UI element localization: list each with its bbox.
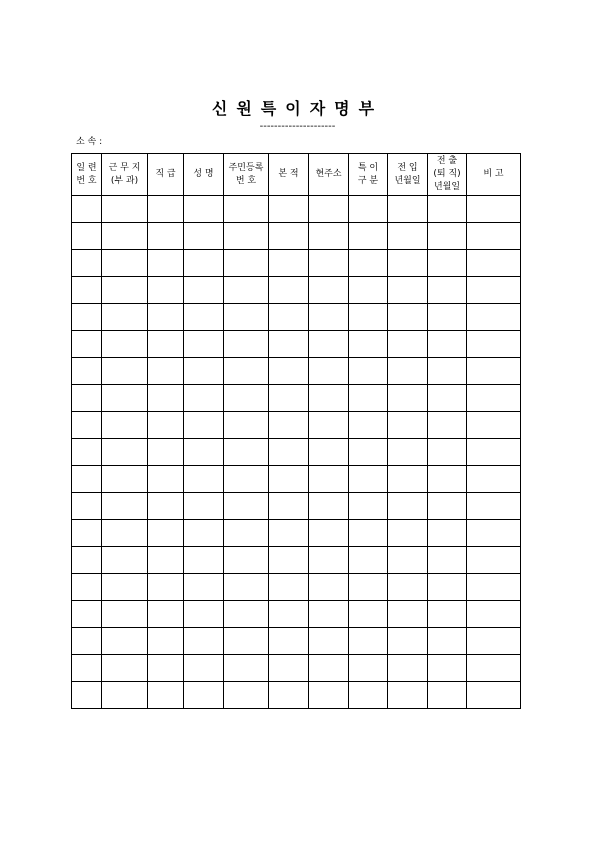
table-cell[interactable] (269, 385, 309, 412)
table-cell[interactable] (349, 520, 388, 547)
table-cell[interactable] (309, 682, 349, 709)
table-cell[interactable] (148, 250, 184, 277)
table-cell[interactable] (148, 304, 184, 331)
table-cell[interactable] (467, 682, 521, 709)
table-cell[interactable] (349, 304, 388, 331)
table-cell[interactable] (72, 547, 102, 574)
table-cell[interactable] (388, 250, 428, 277)
table-cell[interactable] (224, 412, 269, 439)
table-cell[interactable] (309, 520, 349, 547)
table-cell[interactable] (102, 223, 148, 250)
table-cell[interactable] (184, 250, 224, 277)
table-cell[interactable] (102, 493, 148, 520)
table-cell[interactable] (388, 574, 428, 601)
table-cell[interactable] (388, 331, 428, 358)
header-resident-number-line1: 주민등록 (228, 162, 264, 173)
table-row (72, 331, 521, 358)
table-cell[interactable] (309, 250, 349, 277)
header-registered-domicile (269, 154, 309, 196)
table-cell[interactable] (102, 385, 148, 412)
table-cell[interactable] (224, 277, 269, 304)
table-cell[interactable] (224, 439, 269, 466)
table-cell[interactable] (184, 439, 224, 466)
table-cell[interactable] (224, 466, 269, 493)
table-cell[interactable] (72, 493, 102, 520)
table-cell[interactable] (269, 493, 309, 520)
table-cell[interactable] (148, 439, 184, 466)
table-cell[interactable] (388, 277, 428, 304)
table-cell[interactable] (72, 574, 102, 601)
header-special-category-line2: 구 분 (357, 175, 379, 186)
roster-body (72, 196, 521, 709)
table-cell[interactable] (148, 412, 184, 439)
table-cell[interactable] (224, 520, 269, 547)
table-cell[interactable] (184, 196, 224, 223)
table-cell[interactable] (184, 520, 224, 547)
table-cell[interactable] (269, 331, 309, 358)
table-cell[interactable] (269, 655, 309, 682)
table-cell[interactable] (388, 601, 428, 628)
table-cell[interactable] (428, 250, 467, 277)
table-row (72, 304, 521, 331)
table-cell[interactable] (72, 439, 102, 466)
table-cell[interactable] (102, 655, 148, 682)
table-cell[interactable] (349, 358, 388, 385)
table-cell[interactable] (388, 655, 428, 682)
table-cell[interactable] (349, 439, 388, 466)
table-cell[interactable] (467, 196, 521, 223)
table-cell[interactable] (102, 601, 148, 628)
table-cell[interactable] (184, 277, 224, 304)
table-cell[interactable] (349, 682, 388, 709)
table-cell[interactable] (467, 223, 521, 250)
table-cell[interactable] (428, 601, 467, 628)
table-cell[interactable] (349, 196, 388, 223)
table-cell[interactable] (269, 250, 309, 277)
table-cell[interactable] (72, 304, 102, 331)
table-cell[interactable] (184, 223, 224, 250)
header-row (72, 154, 521, 196)
table-cell[interactable] (467, 655, 521, 682)
table-cell[interactable] (428, 412, 467, 439)
table-cell[interactable] (428, 277, 467, 304)
table-cell[interactable] (224, 574, 269, 601)
table-cell[interactable] (467, 601, 521, 628)
header-transfer-out-date-line3: 년월일 (433, 182, 461, 192)
header-rank (148, 154, 184, 196)
table-cell[interactable] (148, 655, 184, 682)
table-row (72, 601, 521, 628)
table-cell[interactable] (148, 466, 184, 493)
table-cell[interactable] (428, 574, 467, 601)
header-transfer-in-date-line2: 년월일 (394, 175, 421, 186)
table-cell[interactable] (428, 493, 467, 520)
table-cell[interactable] (309, 304, 349, 331)
table-row (72, 574, 521, 601)
table-row (72, 655, 521, 682)
table-cell[interactable] (269, 412, 309, 439)
table-cell[interactable] (102, 331, 148, 358)
table-row (72, 547, 521, 574)
table-cell[interactable] (388, 385, 428, 412)
table-cell[interactable] (184, 682, 224, 709)
table-row (72, 628, 521, 655)
table-cell[interactable] (388, 547, 428, 574)
table-cell[interactable] (467, 466, 521, 493)
table-cell[interactable] (224, 250, 269, 277)
table-cell[interactable] (102, 439, 148, 466)
table-cell[interactable] (309, 466, 349, 493)
table-cell[interactable] (72, 682, 102, 709)
table-cell[interactable] (349, 385, 388, 412)
table-cell[interactable] (349, 277, 388, 304)
table-cell[interactable] (269, 466, 309, 493)
page-title: 신원특이자명부 (211, 99, 384, 118)
table-cell[interactable] (388, 358, 428, 385)
header-special-category-line1: 특 이 (357, 162, 379, 173)
table-cell[interactable] (72, 385, 102, 412)
table-cell[interactable] (428, 196, 467, 223)
table-cell[interactable] (428, 628, 467, 655)
table-cell[interactable] (309, 331, 349, 358)
table-cell[interactable] (269, 277, 309, 304)
table-cell[interactable] (428, 520, 467, 547)
table-row (72, 439, 521, 466)
table-cell[interactable] (388, 682, 428, 709)
table-cell[interactable] (269, 439, 309, 466)
table-cell[interactable] (224, 358, 269, 385)
table-cell[interactable] (309, 493, 349, 520)
table-cell[interactable] (224, 331, 269, 358)
header-transfer-out-date-line2: (퇴 직) (433, 169, 461, 179)
table-cell[interactable] (184, 628, 224, 655)
table-cell[interactable] (467, 250, 521, 277)
table-row (72, 196, 521, 223)
table-cell[interactable] (224, 493, 269, 520)
table-cell[interactable] (148, 277, 184, 304)
table-cell[interactable] (72, 277, 102, 304)
header-workplace-line2: (부 과) (110, 175, 139, 186)
table-cell[interactable] (72, 196, 102, 223)
table-row (72, 277, 521, 304)
table-row (72, 223, 521, 250)
table-row (72, 385, 521, 412)
table-cell[interactable] (184, 304, 224, 331)
table-cell[interactable] (184, 493, 224, 520)
header-workplace (102, 154, 148, 196)
table-cell[interactable] (224, 223, 269, 250)
table-cell[interactable] (72, 250, 102, 277)
table-cell[interactable] (428, 304, 467, 331)
table-cell[interactable] (309, 547, 349, 574)
table-cell[interactable] (388, 520, 428, 547)
table-cell[interactable] (148, 196, 184, 223)
table-cell[interactable] (467, 628, 521, 655)
table-cell[interactable] (428, 682, 467, 709)
table-cell[interactable] (184, 655, 224, 682)
table-cell[interactable] (467, 331, 521, 358)
table-cell[interactable] (102, 574, 148, 601)
table-cell[interactable] (224, 682, 269, 709)
table-cell[interactable] (467, 304, 521, 331)
table-cell[interactable] (148, 331, 184, 358)
table-cell[interactable] (388, 628, 428, 655)
header-serial-number-line2: 번 호 (76, 175, 97, 186)
table-cell[interactable] (309, 196, 349, 223)
table-cell[interactable] (269, 601, 309, 628)
table-cell[interactable] (72, 466, 102, 493)
table-row (72, 466, 521, 493)
table-cell[interactable] (428, 439, 467, 466)
table-cell[interactable] (184, 466, 224, 493)
table-row (72, 358, 521, 385)
table-cell[interactable] (428, 547, 467, 574)
table-cell[interactable] (428, 331, 467, 358)
table-cell[interactable] (467, 574, 521, 601)
table-cell[interactable] (102, 250, 148, 277)
table-cell[interactable] (184, 601, 224, 628)
table-cell[interactable] (184, 331, 224, 358)
table-cell[interactable] (309, 574, 349, 601)
header-current-address (309, 154, 349, 196)
header-registered-domicile-label: 본 적 (278, 169, 299, 179)
table-cell[interactable] (309, 628, 349, 655)
table-cell[interactable] (102, 682, 148, 709)
table-cell[interactable] (224, 304, 269, 331)
table-cell[interactable] (467, 277, 521, 304)
header-name-label: 성 명 (193, 169, 214, 179)
table-cell[interactable] (148, 574, 184, 601)
table-cell[interactable] (72, 358, 102, 385)
table-cell[interactable] (102, 412, 148, 439)
header-special-category (349, 154, 388, 196)
table-cell[interactable] (148, 520, 184, 547)
table-cell[interactable] (349, 655, 388, 682)
table-cell[interactable] (148, 547, 184, 574)
table-cell[interactable] (467, 493, 521, 520)
table-cell[interactable] (269, 520, 309, 547)
table-cell[interactable] (467, 547, 521, 574)
table-cell[interactable] (269, 358, 309, 385)
header-remarks (467, 154, 521, 196)
table-cell[interactable] (102, 196, 148, 223)
table-cell[interactable] (148, 601, 184, 628)
affiliation-label: 소 속 : (76, 137, 103, 147)
table-cell[interactable] (349, 412, 388, 439)
table-cell[interactable] (224, 385, 269, 412)
table-cell[interactable] (224, 655, 269, 682)
title-underline: --------------------- (259, 121, 336, 132)
table-cell[interactable] (102, 358, 148, 385)
table-cell[interactable] (72, 655, 102, 682)
table-cell[interactable] (388, 439, 428, 466)
table-cell[interactable] (102, 628, 148, 655)
table-cell[interactable] (428, 223, 467, 250)
table-cell[interactable] (148, 628, 184, 655)
table-cell[interactable] (388, 466, 428, 493)
table-cell[interactable] (184, 385, 224, 412)
table-cell[interactable] (148, 223, 184, 250)
roster-table (71, 153, 521, 709)
header-transfer-out-date-line1: 전 출 (436, 156, 458, 166)
table-cell[interactable] (224, 628, 269, 655)
table-cell[interactable] (309, 439, 349, 466)
table-cell[interactable] (72, 331, 102, 358)
table-cell[interactable] (102, 547, 148, 574)
table-cell[interactable] (428, 385, 467, 412)
table-cell[interactable] (388, 196, 428, 223)
table-row (72, 520, 521, 547)
table-cell[interactable] (349, 250, 388, 277)
table-cell[interactable] (349, 493, 388, 520)
header-remarks-label: 비 고 (483, 169, 504, 179)
table-cell[interactable] (224, 601, 269, 628)
table-cell[interactable] (224, 547, 269, 574)
table-cell[interactable] (388, 223, 428, 250)
table-row (72, 682, 521, 709)
header-resident-number (224, 154, 269, 196)
table-cell[interactable] (269, 196, 309, 223)
table-cell[interactable] (72, 601, 102, 628)
header-workplace-line1: 근 무 지 (108, 162, 141, 173)
table-cell[interactable] (269, 628, 309, 655)
header-transfer-in-date (388, 154, 428, 196)
table-cell[interactable] (349, 628, 388, 655)
table-cell[interactable] (224, 196, 269, 223)
table-cell[interactable] (428, 358, 467, 385)
header-serial-number (72, 154, 102, 196)
table-cell[interactable] (309, 655, 349, 682)
table-row (72, 250, 521, 277)
header-name (184, 154, 224, 196)
table-cell[interactable] (72, 412, 102, 439)
table-cell[interactable] (102, 520, 148, 547)
table-row (72, 412, 521, 439)
table-cell[interactable] (388, 412, 428, 439)
table-cell[interactable] (148, 682, 184, 709)
table-cell[interactable] (428, 655, 467, 682)
table-cell[interactable] (72, 628, 102, 655)
table-cell[interactable] (309, 358, 349, 385)
table-cell[interactable] (309, 601, 349, 628)
table-cell[interactable] (102, 277, 148, 304)
table-cell[interactable] (467, 439, 521, 466)
table-cell[interactable] (349, 547, 388, 574)
table-cell[interactable] (148, 385, 184, 412)
table-cell[interactable] (467, 412, 521, 439)
table-cell[interactable] (184, 358, 224, 385)
table-cell[interactable] (388, 304, 428, 331)
table-cell[interactable] (184, 574, 224, 601)
table-row (72, 493, 521, 520)
table-cell[interactable] (269, 682, 309, 709)
table-cell[interactable] (388, 493, 428, 520)
table-cell[interactable] (467, 520, 521, 547)
table-cell[interactable] (269, 574, 309, 601)
table-cell[interactable] (102, 466, 148, 493)
table-cell[interactable] (349, 574, 388, 601)
header-serial-number-line1: 일 련 (76, 162, 97, 173)
table-cell[interactable] (349, 466, 388, 493)
table-cell[interactable] (102, 304, 148, 331)
table-cell[interactable] (269, 304, 309, 331)
header-transfer-out-date (428, 154, 467, 196)
table-cell[interactable] (349, 223, 388, 250)
table-cell[interactable] (309, 223, 349, 250)
table-cell[interactable] (269, 223, 309, 250)
table-cell[interactable] (184, 547, 224, 574)
header-rank-label: 직 급 (155, 169, 176, 179)
table-cell[interactable] (148, 493, 184, 520)
table-cell[interactable] (184, 412, 224, 439)
table-cell[interactable] (72, 223, 102, 250)
table-cell[interactable] (309, 277, 349, 304)
table-cell[interactable] (349, 331, 388, 358)
table-cell[interactable] (309, 385, 349, 412)
table-cell[interactable] (269, 547, 309, 574)
header-resident-number-line2: 번 호 (235, 175, 257, 186)
header-transfer-in-date-line1: 전 입 (397, 162, 418, 173)
table-cell[interactable] (349, 601, 388, 628)
header-current-address-label: 현주소 (315, 169, 342, 179)
table-cell[interactable] (72, 520, 102, 547)
table-cell[interactable] (467, 358, 521, 385)
table-cell[interactable] (467, 385, 521, 412)
table-cell[interactable] (148, 358, 184, 385)
table-cell[interactable] (428, 466, 467, 493)
table-cell[interactable] (309, 412, 349, 439)
